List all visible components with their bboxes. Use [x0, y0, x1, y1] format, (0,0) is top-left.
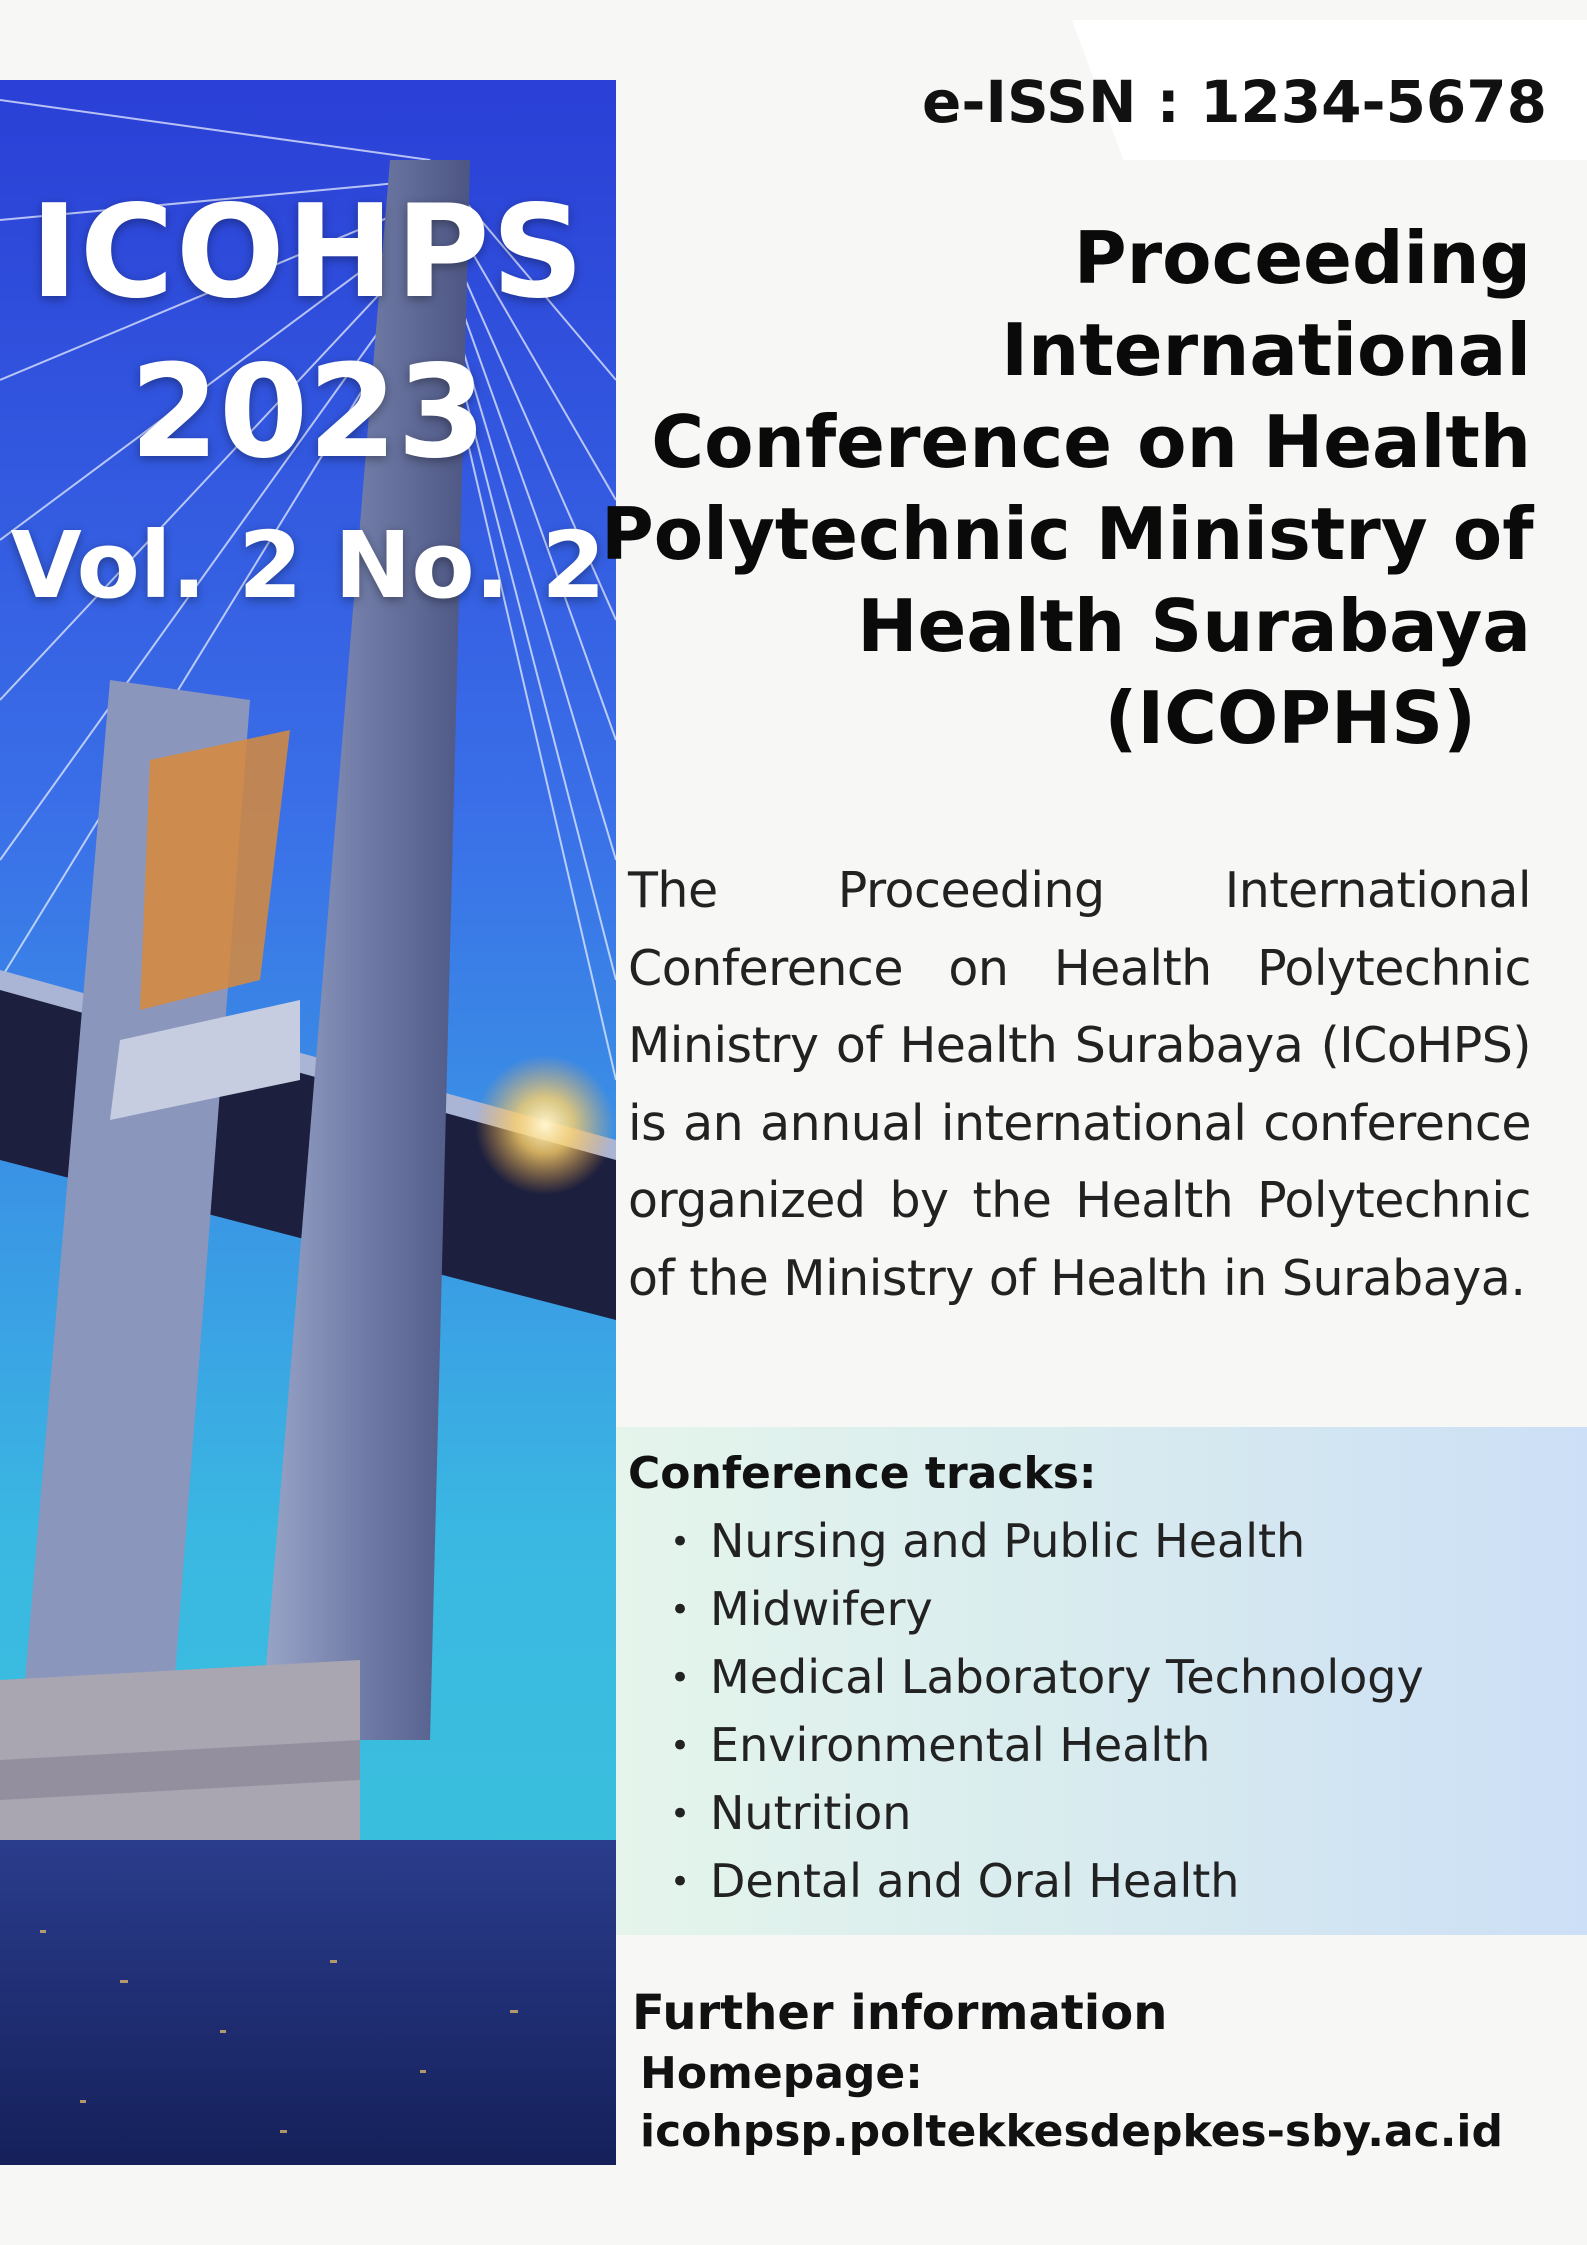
cover-acronym: ICOHPS — [30, 178, 586, 327]
title-line: Health Surabaya — [857, 584, 1531, 668]
cover-year: 2023 — [129, 338, 487, 487]
conference-tracks-list — [670, 1508, 1424, 1916]
list-item — [670, 1780, 1424, 1848]
homepage-label: Homepage: — [640, 2048, 923, 2099]
track-label: Nursing and Public Health — [710, 1514, 1306, 1568]
title-line: Conference on Health — [651, 400, 1531, 484]
bullet-icon: • — [670, 1794, 691, 1834]
bullet-icon: • — [670, 1726, 691, 1766]
track-label: Nutrition — [710, 1786, 912, 1840]
further-information-heading: Further information — [632, 1985, 1168, 2041]
conference-tracks-heading: Conference tracks: — [628, 1448, 1097, 1499]
track-label: Environmental Health — [710, 1718, 1211, 1772]
description-paragraph: The Proceeding International Conference on Health Polytechnic Ministry of Health Surabaya (ICoHPS) is an annual international conference organized by the Health Polytechnic of the Ministry of Health in Surabaya. — [628, 862, 1531, 1307]
track-label: Midwifery — [710, 1582, 933, 1636]
list-item — [670, 1712, 1424, 1780]
bullet-icon: • — [670, 1658, 691, 1698]
title-line: (ICOPHS) — [1104, 676, 1476, 760]
track-label: Dental and Oral Health — [710, 1854, 1240, 1908]
bullet-icon: • — [670, 1522, 691, 1562]
list-item — [670, 1644, 1424, 1712]
title-line: Polytechnic Ministry of — [601, 492, 1534, 576]
list-item — [670, 1508, 1424, 1576]
title-line: Proceeding — [1073, 216, 1531, 300]
cover-volume: Vol. 2 No. 2 — [10, 512, 606, 619]
bullet-icon: • — [670, 1590, 691, 1630]
homepage-url: icohpsp.poltekkesdepkes-sby.ac.id — [640, 2106, 1503, 2157]
proceeding-title — [601, 212, 1534, 764]
title-line: International — [1001, 308, 1531, 392]
list-item — [670, 1848, 1424, 1916]
bullet-icon: • — [670, 1862, 691, 1902]
track-label: Medical Laboratory Technology — [710, 1650, 1424, 1704]
issn-label: e-ISSN : 1234-5678 — [922, 68, 1547, 136]
list-item — [670, 1576, 1424, 1644]
